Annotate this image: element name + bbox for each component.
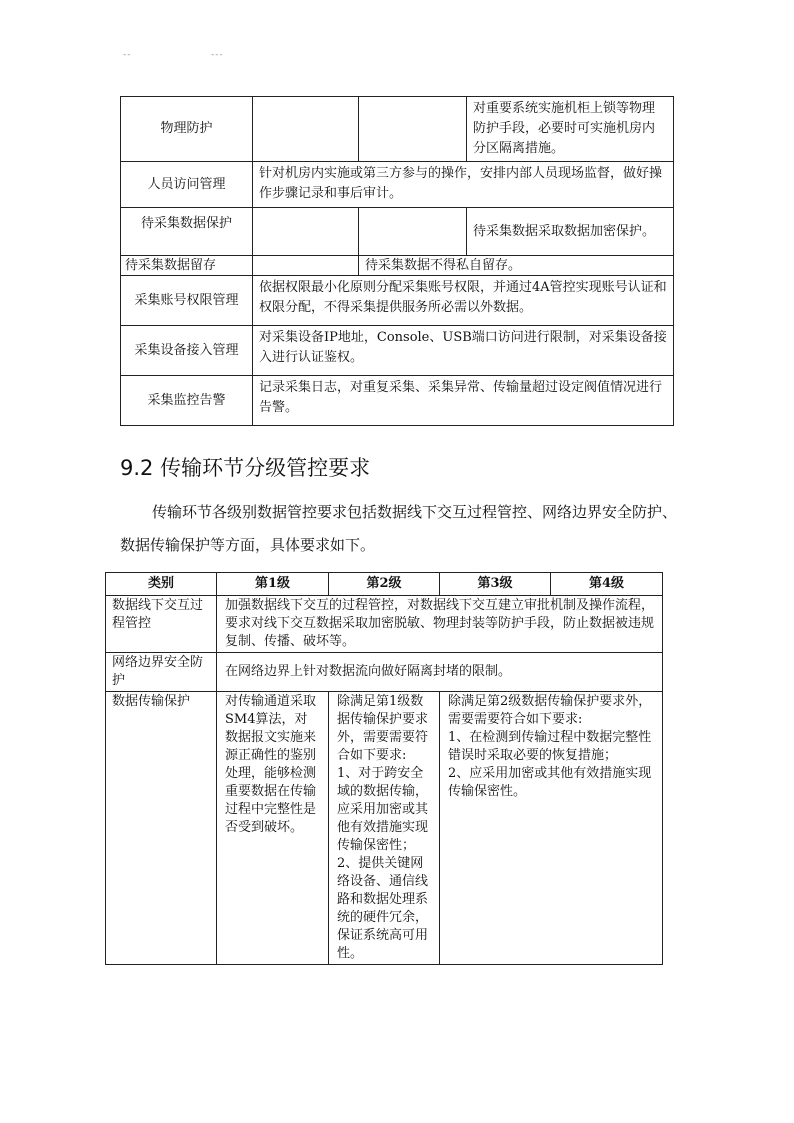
row-label: 待采集数据保护	[121, 208, 253, 256]
empty-cell	[359, 208, 467, 256]
row-label: 采集监控告警	[121, 376, 253, 426]
empty-cell	[253, 97, 359, 162]
level2-cell	[329, 692, 440, 965]
level34-item: 2、应采用加密或其他有效措施实现传输保密性。	[448, 766, 652, 799]
column-header: 第2级	[329, 573, 440, 596]
section-paragraph: 传输环节各级别数据管控要求包括数据线下交互过程管控、网络边界安全防护、数据传输保护等方面，具体要求如下。	[120, 503, 678, 554]
level2-intro: 除满足第1级数据传输保护要求外，需要需要符合如下要求:	[337, 694, 429, 763]
section-heading: 9.2 传输环节分级管控要求	[120, 456, 371, 480]
row-text: 待采集数据采取数据加密保护。	[467, 208, 674, 256]
row-text: 依据权限最小化原则分配采集账号权限，并通过4A管控实现账号认证和权限分配，不得采集提供服务所必需以外数据。	[253, 276, 674, 326]
level2-item: 1、对于跨安全域的数据传输，应采用加密或其他有效措施实现传输保密性；	[337, 766, 429, 853]
row-text: 对采集设备IP地址，Console、USB端口访问进行限制，对采集设备接入进行认证鉴权。	[253, 326, 674, 376]
row-text: 加强数据线下交互的过程管控，对数据线下交互建立审批机制及操作流程，要求对线下交互数据采取加密脱敏、物理封装等防护手段，防止数据被违规复制、传播、破坏等。	[217, 596, 663, 653]
table-row	[121, 276, 674, 326]
row-label: 采集设备接入管理	[121, 326, 253, 376]
column-header: 第3级	[440, 573, 551, 596]
table-row	[121, 208, 674, 256]
table-row	[106, 692, 663, 965]
row-label: 物理防护	[121, 97, 253, 162]
table-row	[121, 326, 674, 376]
table-row	[121, 162, 674, 208]
column-header: 类别	[106, 573, 217, 596]
table-row	[121, 97, 674, 162]
level34-item: 1、在检测到传输过程中数据完整性错误时采取必要的恢复措施；	[448, 730, 652, 763]
header-mark-right: ---	[211, 50, 224, 60]
level1-text: 对传输通道采取SM4算法，对数据报文实施来源正确性的鉴别处理，能够检测重要数据在传输过程中完整性是否受到破坏。	[217, 692, 329, 965]
row-text: 在网络边界上针对数据流向做好隔离封堵的限制。	[217, 653, 663, 692]
table-row	[121, 376, 674, 426]
row-label: 采集账号权限管理	[121, 276, 253, 326]
row-label: 待采集数据留存	[121, 256, 253, 276]
row-category: 网络边界安全防护	[106, 653, 217, 692]
row-text: 待采集数据不得私自留存。	[359, 256, 674, 276]
table-row	[106, 653, 663, 692]
level2-item: 2、提供关键网络设备、通信线路和数据处理系统的硬件冗余，保证系统高可用性。	[337, 856, 429, 961]
table-row	[121, 256, 674, 276]
table-header-row	[106, 573, 663, 596]
header-mark-left: --	[123, 50, 132, 60]
row-text: 对重要系统实施机柜上锁等物理防护手段，必要时可实施机房内分区隔离措施。	[467, 97, 674, 162]
row-text: 针对机房内实施或第三方参与的操作，安排内部人员现场监督，做好操作步骤记录和事后审计。	[253, 162, 674, 208]
row-category: 数据线下交互过程管控	[106, 596, 217, 653]
transmission-controls-table	[105, 572, 663, 965]
row-category: 数据传输保护	[106, 692, 217, 965]
level34-cell	[440, 692, 663, 965]
column-header: 第1级	[217, 573, 329, 596]
row-text: 记录采集日志，对重复采集、采集异常、传输量超过设定阀值情况进行告警。	[253, 376, 674, 426]
empty-cell	[253, 208, 359, 256]
empty-cell	[253, 256, 359, 276]
collection-controls-table	[120, 96, 674, 426]
column-header: 第4级	[551, 573, 663, 596]
table-row	[106, 596, 663, 653]
empty-cell	[359, 97, 467, 162]
level34-intro: 除满足第2级数据传输保护要求外，需要需要符合如下要求:	[448, 694, 652, 727]
row-label: 人员访问管理	[121, 162, 253, 208]
